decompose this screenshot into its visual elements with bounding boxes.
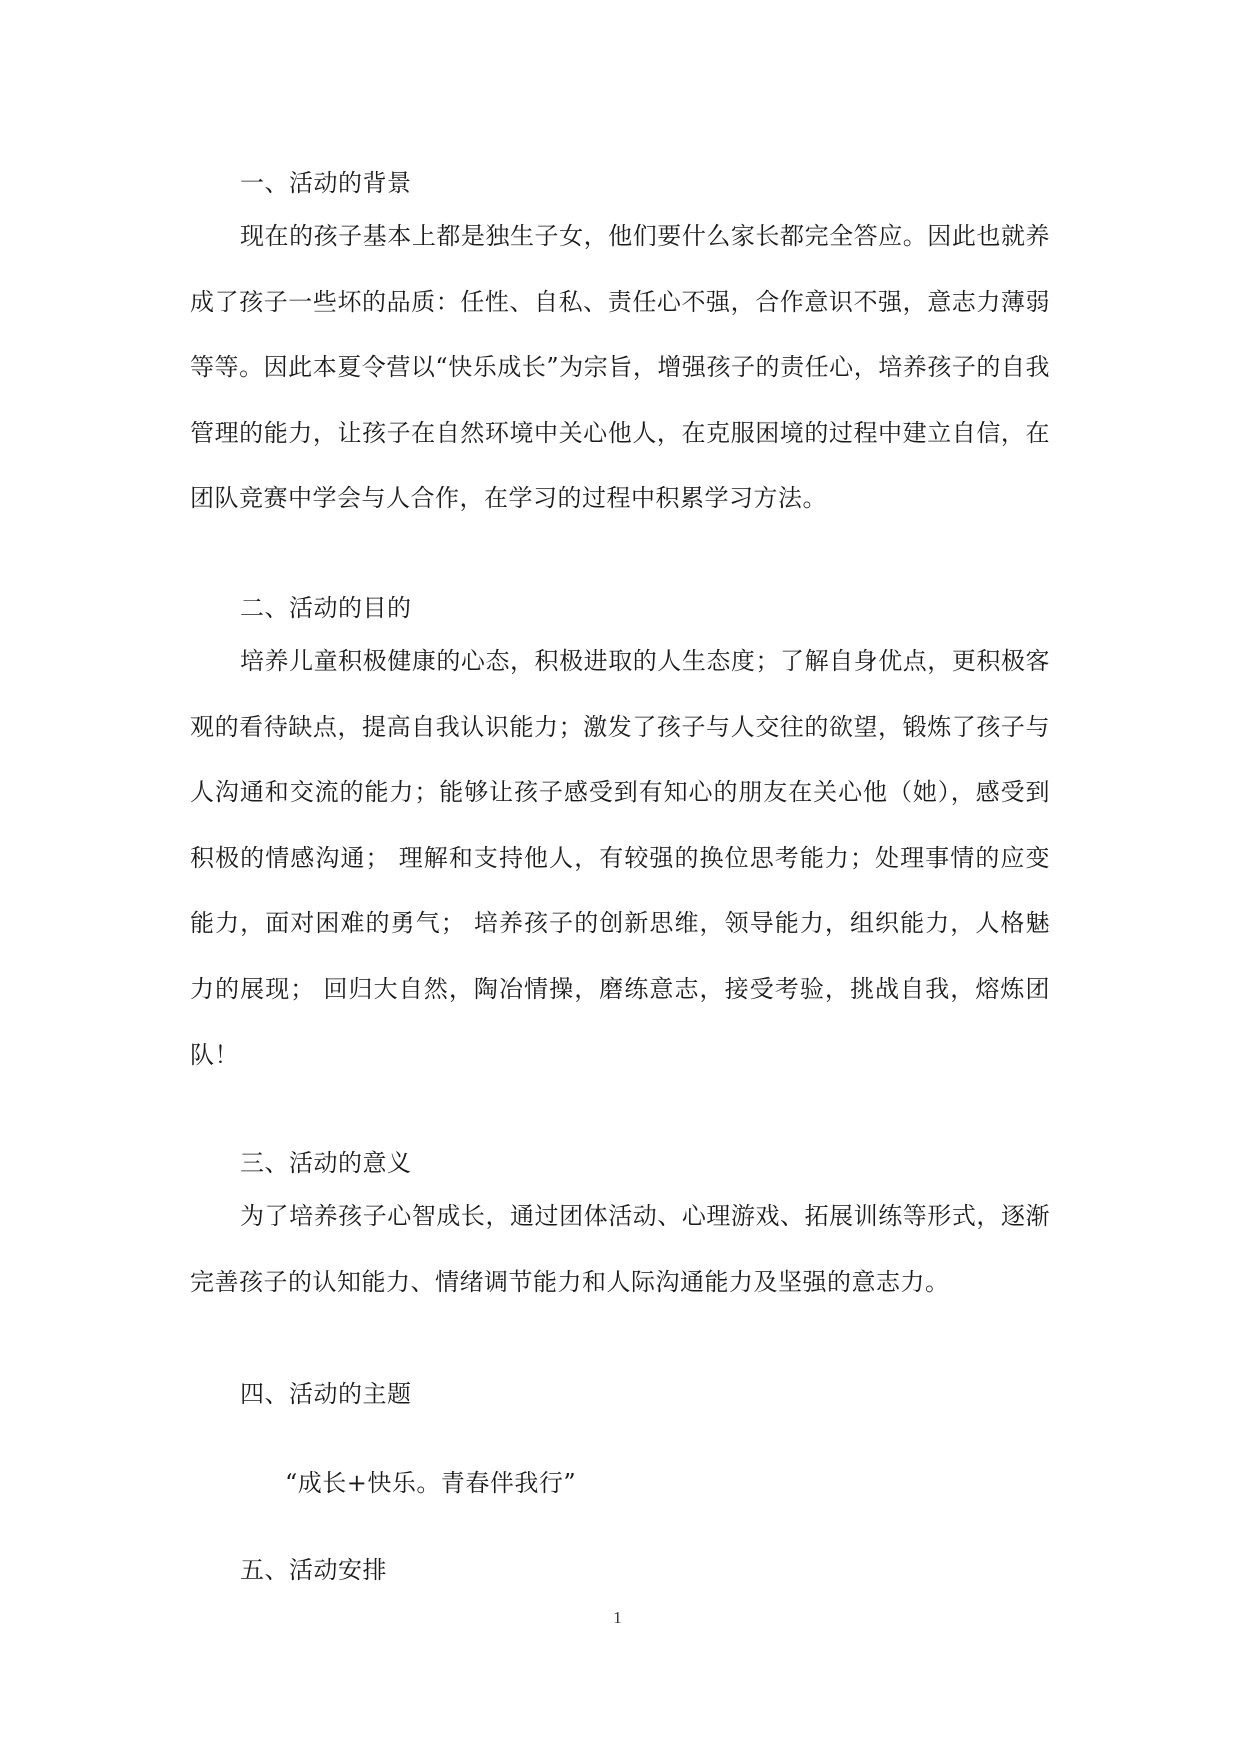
section-paragraph-background: 现在的孩子基本上都是独生子女，他们要什么家长都完全答应。因此也就养成了孩子一些坏的品质：任性、自私、责任心不强，合作意识不强，意志力薄弱等等。因此本夏令营以“快乐成长”为宗旨，增强孩子的责任心，培养孩子的自我管理的能力，让孩子在自然环境中关心他人，在克服困境的过程中建立自信，在团队竞赛中学会与人合作，在学习的过程中积累学习方法。 [190,222,1050,513]
section-heading-background: 一、活动的背景 [240,169,412,197]
section-heading-theme: 四、活动的主题 [240,1380,412,1408]
page-number: 1 [613,1608,622,1627]
section-paragraph-significance: 为了培养孩子心智成长，通过团体活动、心理游戏、拓展训练等形式，逐渐完善孩子的认知能力、情绪调节能力和人际沟通能力及坚强的意志力。 [190,1202,1050,1296]
section-heading-significance: 三、活动的意义 [240,1149,412,1177]
theme-slogan: “成长+快乐。青春伴我行” [285,1469,577,1497]
section-heading-arrangement: 五、活动安排 [240,1556,387,1584]
section-paragraph-purpose: 培养儿童积极健康的心态，积极进取的人生态度；了解自身优点，更积极客观的看待缺点，提高自我认识能力；激发了孩子与人交往的欲望，锻炼了孩子与人沟通和交流的能力；能够让孩子感受到有知心的朋友在关心他（她），感受到积极的情感沟通； 理解和支持他人，有较强的换位思考能力；处理事情的应变能力，面对困难的勇气； 培养孩子的创新思维，领导能力，组织能力，人格魅力的展现； 回归大自然，陶冶情操，磨练意志，接受考验，挑战自我，熔炼团队！ [190,647,1050,1069]
section-heading-purpose: 二、活动的目的 [240,594,412,622]
